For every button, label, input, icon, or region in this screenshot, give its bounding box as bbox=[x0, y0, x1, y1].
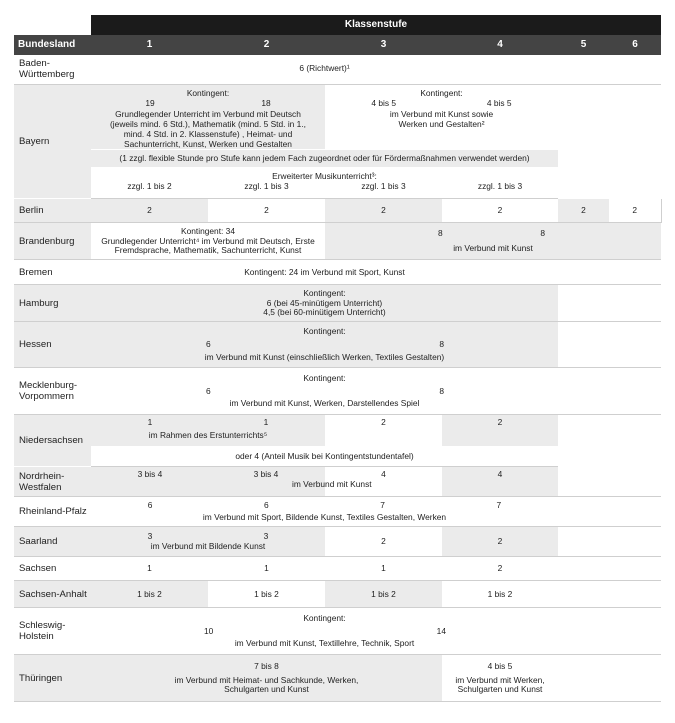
row-hessen bbox=[14, 322, 661, 368]
sn-g4-value: 2 bbox=[442, 557, 558, 581]
row-brandenburg bbox=[14, 223, 661, 260]
ni-g12-block bbox=[91, 415, 325, 447]
rp-g1-value: 6 bbox=[147, 500, 153, 511]
sn-g3-value: 1 bbox=[325, 557, 442, 581]
state-name: Rheinland-Pfalz bbox=[14, 497, 91, 527]
state-name: Mecklenburg-Vorpommern bbox=[14, 368, 91, 415]
state-name: Schleswig-Holstein bbox=[14, 608, 91, 655]
row-hamburg bbox=[14, 285, 661, 322]
header-grade-1: 1 bbox=[91, 35, 208, 55]
row-rheinland-pfalz bbox=[14, 497, 661, 527]
row-sachsen bbox=[14, 557, 661, 581]
berlin-g4: 2 bbox=[442, 199, 558, 223]
sl-g2-value: 3 bbox=[263, 531, 269, 542]
sh-desc: im Verbund mit Kunst, Textillehre, Technik, Sport bbox=[234, 638, 415, 649]
music-hours-table-container bbox=[14, 15, 661, 702]
sn-g2-value: 1 bbox=[208, 557, 325, 581]
bayern-right-kontingent: Kontingent: bbox=[420, 87, 463, 98]
state-name: Sachsen bbox=[14, 557, 91, 581]
bayern-music-title: Erweiterter Musikunterricht³: bbox=[91, 168, 558, 182]
header-grade-6: 6 bbox=[609, 35, 661, 55]
ni-g3-value: 2 bbox=[325, 415, 442, 447]
th-left-block bbox=[91, 655, 442, 702]
header-bundesland: Bundesland bbox=[14, 35, 91, 55]
state-name: Baden-Württemberg bbox=[14, 55, 91, 84]
nw-desc: im Verbund mit Kunst bbox=[292, 479, 372, 490]
bayern-grade2-value: 18 bbox=[261, 98, 271, 109]
row-saarland bbox=[14, 527, 661, 557]
sn-g1-value: 1 bbox=[91, 557, 208, 581]
hamburg-block bbox=[91, 285, 558, 322]
ni-g4-value: 2 bbox=[442, 415, 558, 447]
mv-block bbox=[91, 368, 558, 415]
sl-g1-value: 3 bbox=[147, 531, 153, 542]
bayern-left-kontingent: Kontingent: bbox=[186, 87, 230, 98]
brandenburg-g34-value: 8 bbox=[438, 227, 443, 238]
state-name: Bremen bbox=[14, 260, 91, 285]
state-name: Nordrhein-Westfalen bbox=[14, 467, 91, 497]
bayern-grade1-value: 19 bbox=[145, 98, 155, 109]
brandenburg-right-block bbox=[325, 223, 661, 260]
bayern-note: (1 zzgl. flexible Stunde pro Stufe kann jedem Fach zugeordnet oder für Fördermaßnahmen verwendet werden) bbox=[91, 150, 558, 168]
row-sachsen-anhalt bbox=[14, 581, 661, 608]
berlin-g5: 2 bbox=[558, 199, 609, 223]
state-name: Saarland bbox=[14, 527, 91, 557]
nw-g4-value: 4 bbox=[442, 467, 558, 497]
st-g1-value: 1 bis 2 bbox=[91, 581, 208, 608]
state-name: Bayern bbox=[14, 84, 91, 199]
hessen-kontingent: Kontingent: bbox=[303, 326, 346, 337]
hessen-left-value: 6 bbox=[206, 339, 211, 350]
brandenburg-left-block bbox=[91, 223, 325, 260]
row-baden-wuerttemberg bbox=[14, 55, 661, 84]
state-name: Hamburg bbox=[14, 285, 91, 322]
header-corner bbox=[14, 15, 91, 35]
header-row-group bbox=[14, 15, 661, 35]
st-g4-value: 1 bis 2 bbox=[442, 581, 558, 608]
bayern-music-g3: zzgl. 1 bis 3 bbox=[325, 182, 442, 199]
brandenburg-desc: im Verbund mit Kunst bbox=[453, 243, 533, 254]
mv-kontingent: Kontingent: bbox=[303, 372, 346, 383]
bayern-music-g4: zzgl. 1 bis 3 bbox=[442, 182, 558, 199]
state-name: Berlin bbox=[14, 199, 91, 223]
hessen-desc: im Verbund mit Kunst (einschließlich Werken, Textiles Gestalten) bbox=[204, 351, 445, 362]
state-name: Brandenburg bbox=[14, 223, 91, 260]
header-grade-5: 5 bbox=[558, 35, 609, 55]
berlin-g1: 2 bbox=[91, 199, 208, 223]
state-name: Hessen bbox=[14, 322, 91, 368]
state-name: Sachsen-Anhalt bbox=[14, 581, 91, 608]
row-schleswig-holstein bbox=[14, 608, 661, 655]
bayern-music-g1: zzgl. 1 bis 2 bbox=[91, 182, 208, 199]
bayern-grade3-value: 4 bis 5 bbox=[371, 98, 397, 109]
state-name: Thüringen bbox=[14, 655, 91, 702]
header-grade-4: 4 bbox=[442, 35, 558, 55]
bw-value: 6 (Richtwert)¹ bbox=[91, 55, 558, 84]
rp-desc: im Verbund mit Sport, Bildende Kunst, Textiles Gestalten, Werken bbox=[202, 511, 447, 522]
st-g2-value: 1 bis 2 bbox=[208, 581, 325, 608]
rp-g3-value: 7 bbox=[380, 500, 385, 511]
st-g3-value: 1 bis 2 bbox=[325, 581, 442, 608]
berlin-g6: 2 bbox=[609, 199, 661, 223]
header-grade-2: 2 bbox=[208, 35, 325, 55]
sh-left-value: 10 bbox=[204, 625, 214, 636]
hessen-block bbox=[91, 322, 558, 368]
bayern-music-g2: zzgl. 1 bis 3 bbox=[208, 182, 325, 199]
sl-g4-value: 2 bbox=[442, 527, 558, 557]
sl-desc: im Verbund mit Bildende Kunst bbox=[150, 540, 266, 551]
row-berlin bbox=[14, 199, 661, 223]
hamburg-kontingent: Kontingent: bbox=[303, 287, 346, 298]
hamburg-line2: 4,5 (bei 60-minütigem Unterricht) bbox=[263, 307, 386, 318]
nw-g1-value: 3 bis 4 bbox=[137, 469, 163, 480]
mv-desc: im Verbund mit Kunst, Werken, Darstellendes Spiel bbox=[229, 398, 420, 409]
hamburg-line1: 6 (bei 45-minütigem Unterricht) bbox=[266, 297, 383, 308]
rp-g2-value: 6 bbox=[264, 500, 269, 511]
row-bayern bbox=[14, 84, 661, 150]
header-grade-3: 3 bbox=[325, 35, 442, 55]
th-right-value: 4 bis 5 bbox=[487, 660, 513, 671]
sl-g3-value: 2 bbox=[325, 527, 442, 557]
row-mecklenburg-vorpommern bbox=[14, 368, 661, 415]
berlin-g3: 2 bbox=[325, 199, 442, 223]
sh-kontingent: Kontingent: bbox=[303, 612, 346, 623]
brandenburg-kontingent: Kontingent: 34 bbox=[180, 225, 236, 236]
sh-block bbox=[91, 608, 558, 655]
bayern-right-block bbox=[325, 84, 558, 150]
nw-g3-value: 4 bbox=[325, 467, 442, 497]
ni-g1-value: 1 bbox=[147, 417, 153, 428]
sh-right-value: 14 bbox=[436, 625, 446, 636]
nw-g12-block bbox=[91, 467, 372, 497]
bayern-grade4-value: 4 bis 5 bbox=[486, 98, 512, 109]
state-name: Niedersachsen bbox=[14, 415, 91, 467]
row-bremen bbox=[14, 260, 661, 285]
header-klassenstufe: Klassenstufe bbox=[91, 15, 661, 35]
music-hours-table bbox=[14, 15, 662, 702]
rp-g4-value: 7 bbox=[496, 500, 502, 511]
berlin-g2: 2 bbox=[208, 199, 325, 223]
ni-alt: oder 4 (Anteil Musik bei Kontingentstundentafel) bbox=[91, 447, 558, 467]
nw-g2-value: 3 bis 4 bbox=[253, 469, 279, 480]
bayern-left-desc: Grundlegender Unterricht im Verbund mit Deutsch (jeweils mind. 6 Std.), Mathematik (mind. 5 Std. in 1., mind. 4 Std. in 2. Klassenstufe) , Heimat- und Sachunterricht, Kunst, Werken und Gestalten bbox=[110, 109, 306, 149]
row-nordrhein-westfalen bbox=[14, 467, 661, 497]
mv-left-value: 6 bbox=[206, 385, 211, 396]
th-right-desc: im Verbund mit Werken, Schulgarten und Kunst bbox=[455, 674, 545, 695]
mv-right-value: 8 bbox=[439, 385, 444, 396]
ni-g12-desc: im Rahmen des Erstunterrichts⁵ bbox=[148, 430, 268, 441]
bayern-right-desc: im Verbund mit Kunst sowie Werken und Gestalten² bbox=[389, 109, 494, 129]
row-thueringen bbox=[14, 655, 661, 702]
row-niedersachsen bbox=[14, 415, 661, 447]
ni-g2-value: 1 bbox=[263, 417, 269, 428]
sl-g12-block bbox=[91, 527, 325, 557]
bayern-left-block bbox=[91, 84, 325, 150]
th-left-value: 7 bis 8 bbox=[254, 660, 279, 671]
bremen-value: Kontingent: 24 im Verbund mit Sport, Kunst bbox=[91, 260, 558, 285]
header-row-grades bbox=[14, 35, 661, 55]
th-right-block bbox=[442, 655, 558, 702]
brandenburg-left-desc: Grundlegender Unterricht⁴ im Verbund mit Deutsch, Erste Fremdsprache, Mathematik, Sachunterricht, Kunst bbox=[101, 235, 315, 256]
th-left-desc: im Verbund mit Heimat- und Sachkunde, Werken, Schulgarten und Kunst bbox=[174, 674, 359, 695]
rp-block bbox=[91, 497, 558, 527]
brandenburg-g56-value: 8 bbox=[540, 227, 545, 238]
hessen-right-value: 8 bbox=[439, 339, 444, 350]
